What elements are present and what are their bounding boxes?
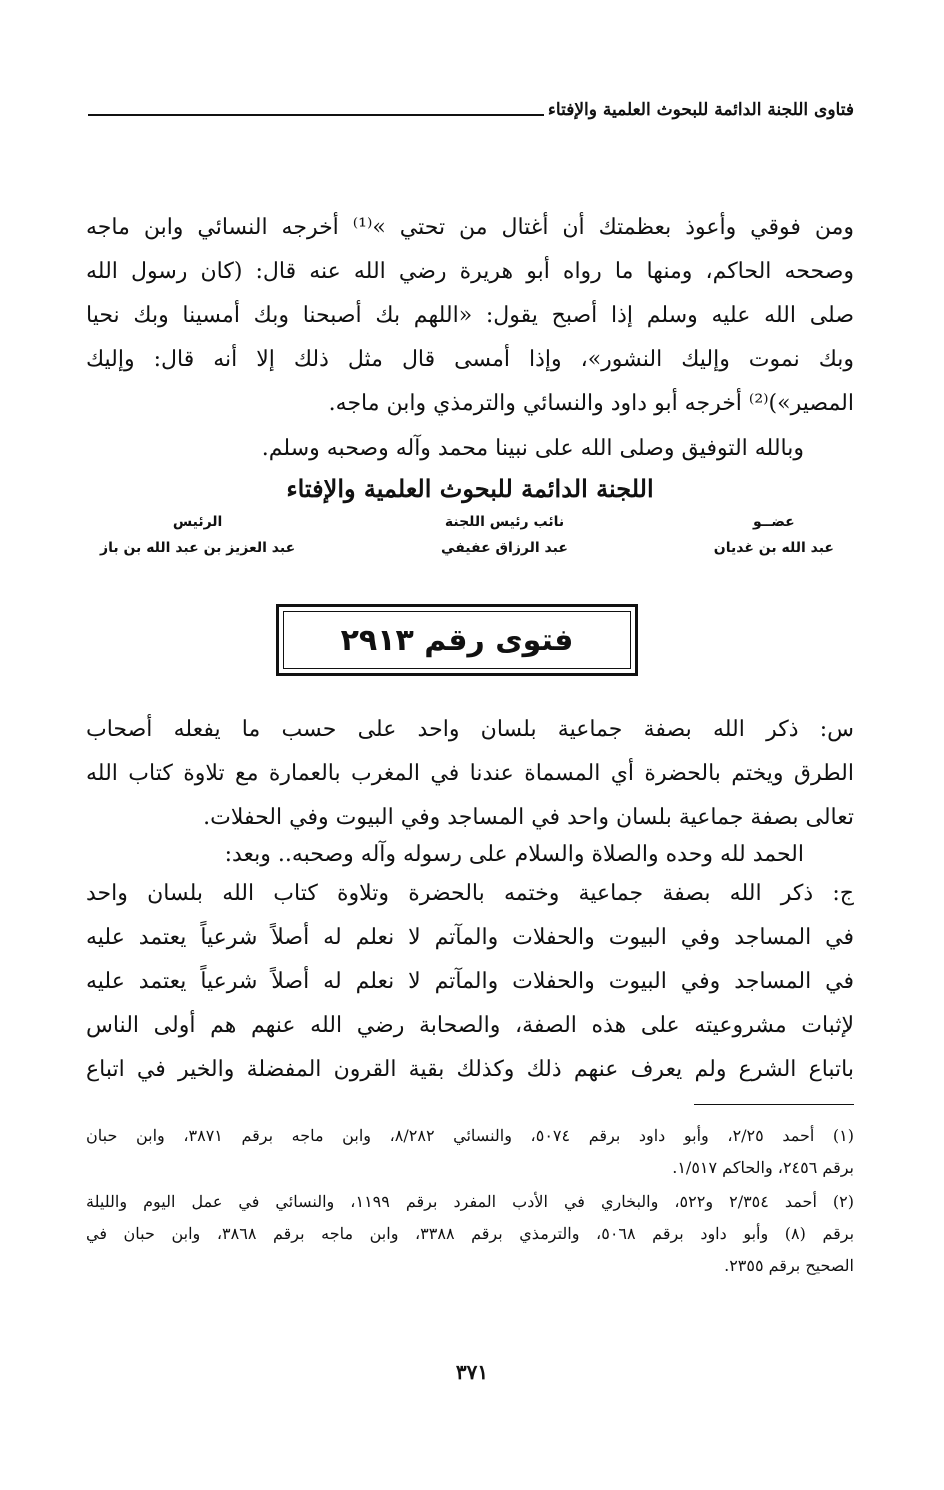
text-line: ج: ذكر الله بصفة جماعية وختمه بالحضرة وتلاوة كتاب الله بلسان واحد	[86, 881, 854, 906]
fatwa-title-box	[276, 604, 638, 676]
text-line: لإثبات مشروعيته على هذه الصفة، والصحابة رضي الله عنهم هم أولى الناس	[86, 1013, 854, 1038]
footnote-line: برقم ٢٤٥٦، والحاكم ١/٥١٧.	[672, 1158, 854, 1177]
signatory-role: عضــو	[753, 514, 795, 530]
footnote-line: (٢) أحمد ٢/٣٥٤ و٥٢٢، والبخاري في الأدب المفرد برقم ١١٩٩، والنسائي في عمل اليوم والليلة	[86, 1192, 854, 1211]
page-number: ٣٧١	[455, 1360, 489, 1384]
text-line: باتباع الشرع ولم يعرف عنهم ذلك وكذلك بقية القرون المفضلة والخير في اتباع	[86, 1057, 854, 1082]
text-line: الطرق ويختم بالحضرة أي المسماة عندنا في المغرب بالعمارة مع تلاوة كتاب الله	[86, 761, 854, 786]
signatory-member	[714, 514, 834, 556]
header-title: فتاوى اللجنة الدائمة للبحوث العلمية والإفتاء	[547, 100, 854, 120]
footnote-line: (١) أحمد ٢/٢٥، وأبو داود برقم ٥٠٧٤، والنسائي ٨/٢٨٢، وابن ماجه برقم ٣٨٧١، وابن حبان	[86, 1126, 854, 1145]
signatory-deputy	[441, 514, 568, 556]
answer-paragraph	[86, 872, 854, 1092]
signatory-role: نائب رئيس اللجنة	[444, 514, 565, 530]
footnote-2	[86, 1186, 854, 1282]
signatory-role: الرئيس	[172, 514, 223, 530]
footnote-line: الصحيح برقم ٢٣٥٥.	[724, 1256, 854, 1275]
text-line: في المساجد وفي البيوت والحفلات والمآتم لا نعلم له أصلاً شرعياً يعتمد عليه	[86, 969, 854, 994]
signatory-name: عبد العزيز بن عبد الله بن باز	[100, 540, 296, 556]
text-line: س: ذكر الله بصفة جماعية بلسان واحد على حسب ما يفعله أصحاب	[86, 717, 854, 742]
running-header	[88, 90, 854, 120]
header-rule	[88, 114, 544, 116]
footnote-rule	[694, 1104, 854, 1105]
text-line: صلى الله عليه وسلم إذا أصبح يقول: «اللهم بك أصبحنا وبك أمسينا وبك نحيا	[86, 303, 854, 328]
signatory-president	[100, 514, 295, 556]
signatory-name: عبد الرزاق عفيفي	[441, 540, 568, 556]
text-line: وصححه الحاكم، ومنها ما رواه أبو هريرة رضي الله عنه قال: (كان رسول الله	[86, 259, 854, 284]
text-line: ومن فوقي وأعوذ بعظمتك أن أغتال من تحتي »⁽¹⁾ أخرجه النسائي وابن ماجه	[86, 215, 854, 240]
text-line: المصير»)⁽²⁾ أخرجه أبو داود والنسائي والترمذي وابن ماجه.	[328, 391, 854, 416]
footnote-line: برقم (٨) وأبو داود برقم ٥٠٦٨، والترمذي برقم ٣٣٨٨، وابن ماجه برقم ٣٨٦٨، وابن حبان في	[86, 1224, 854, 1243]
signatory-name: عبد الله بن غديان	[713, 540, 834, 556]
committee-name: اللجنة الدائمة للبحوث العلمية والإفتاء	[286, 474, 654, 503]
paragraph-hadith	[86, 206, 854, 426]
praise-line: الحمد لله وحده والصلاة والسلام على رسوله وآله وصحبه.. وبعد:	[224, 842, 804, 867]
question-paragraph	[86, 708, 854, 840]
text-line: تعالى بصفة جماعية بلسان واحد في المساجد وفي البيوت وفي الحفلات.	[203, 805, 854, 830]
closing-line: وبالله التوفيق وصلى الله على نبينا محمد وآله وصحبه وسلم.	[261, 436, 804, 461]
footnote-1	[86, 1120, 854, 1184]
signatories	[100, 514, 834, 556]
fatwa-title: فتوى رقم ٢٩١٣	[283, 611, 631, 669]
text-line: وبك نموت وإليك النشور»، وإذا أمسى قال مثل ذلك إلا أنه قال: وإليك	[86, 347, 854, 372]
text-line: في المساجد وفي البيوت والحفلات والمآتم لا نعلم له أصلاً شرعياً يعتمد عليه	[86, 925, 854, 950]
